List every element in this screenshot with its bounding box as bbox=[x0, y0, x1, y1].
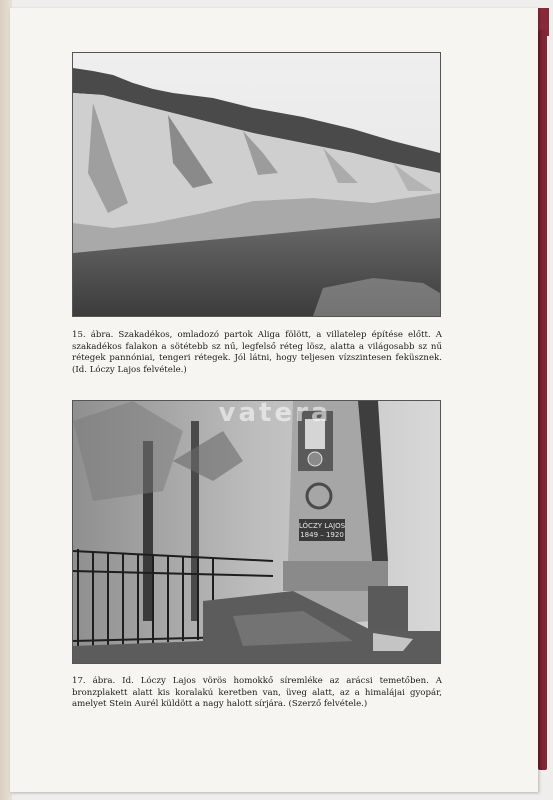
figure-15-caption: 15. ábra. Szakadékos, omladozó partok Aliga fölött, a villatelep építése előtt. A szakadékos falakon a sötétebb sz nű, legfelső réteg lösz, alatta a világosabb sz nű rétegek pannóniai, tengeri rétegek. Jól látni, hogy teljesen vízszintesen feküsznek. (Id. Lóczy Lajos felvétele.) bbox=[72, 330, 442, 375]
watermark: vatera bbox=[218, 398, 332, 428]
figure-17-caption: 17. ábra. Id. Lóczy Lajos vörös homokkő síremléke az arácsi temetőben. A bronzplakett alatt kis koralakú keretben van, üveg alatt, az a himalájai gyopár, amelyet Stein Aurél küldött a nagy halott sírjára. (Szerző felvétele.) bbox=[72, 676, 442, 710]
plaque-name: LÓCZY LAJOS bbox=[298, 522, 346, 530]
photo-grave-monument bbox=[72, 400, 441, 664]
plaque-years: 1849 – 1920 bbox=[300, 531, 344, 539]
cover-right-edge bbox=[538, 30, 547, 770]
photo-cliffs-aliga bbox=[72, 52, 441, 317]
